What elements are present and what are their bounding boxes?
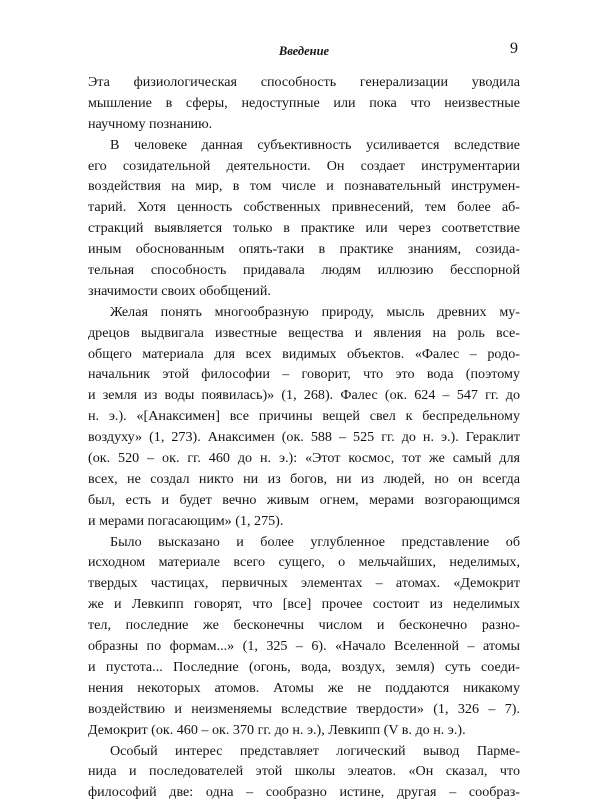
text-line: образны по формам...» (1, 325 – 6). «Начало Вселенной – атомы (88, 638, 520, 655)
text-line: Было высказано и более углубленное представление об (110, 533, 520, 550)
text-line: стракций выявляется только в практике или через соответствие (88, 220, 520, 237)
text-line: иным обоснованным опять-таки в практике знаниям, созида- (88, 241, 520, 258)
text-line: воздействия на мир, в том числе и познавательный инструмен- (88, 178, 520, 195)
text-line: философий две: одна – сообразно истине, другая – сообраз- (88, 784, 520, 801)
text-line: нения некоторых атомов. Атомы же не поддаются никакому (88, 679, 520, 696)
text-line: Эта физиологическая способность генерализации уводила (88, 74, 520, 90)
text-line: всех, не создал никто ни из богов, ни из людей, но он всегда (88, 470, 520, 487)
text-line: исходном материале всего сущего, о мельчайших, неделимых, (88, 554, 520, 571)
text-line: н. э.). «[Анаксимен] все причины вещей свел к беспредельному (88, 408, 520, 425)
text-line: начальник этой философии – говорит, что это вода (поэтому (88, 366, 520, 383)
body-text (88, 72, 520, 803)
text-line: Особый интерес представляет логический вывод Парме- (110, 742, 520, 759)
running-head (88, 40, 520, 62)
book-page (88, 40, 520, 803)
text-line: был, есть и будет вечно живым огнем, мерами возгорающимся (88, 491, 520, 508)
text-line: воздуху» (1, 273). Анаксимен (ок. 588 – 525 гг. до н. э.). Гераклит (88, 429, 520, 446)
text-line: научному познанию. (88, 115, 213, 132)
text-line: тел, последние же бесконечны числом и бесконечно разно- (88, 617, 520, 634)
text-line: значимости своих обобщений. (88, 282, 271, 299)
text-line: мышление в сферы, недоступные или пока что неизвестные (88, 94, 520, 111)
text-line: тельная способность придавала людям иллюзию бесспорной (88, 262, 520, 279)
text-line: его созидательной деятельности. Он создает инструментарии (88, 157, 520, 174)
text-line: и пустота... Последние (огонь, вода, воздух, земля) суть соеди- (88, 658, 520, 675)
text-line: и земля из воды появилась)» (1, 268). Фалес (ок. 624 – 547 гг. до (88, 387, 520, 404)
text-line: тарий. Хотя ценность собственных привнесений, тем более аб- (88, 199, 520, 216)
text-line: общего материала для всех видимых объектов. «Фалес – родо- (88, 345, 520, 362)
text-line: же и Левкипп говорят, что [все] прочее состоит из неделимых (88, 596, 520, 613)
text-line: Демокрит (ок. 460 – ок. 370 гг. до н. э.), Левкипп (V в. до н. э.). (88, 721, 466, 738)
text-line: В человеке данная субъективность усиливается вследствие (110, 136, 520, 153)
text-line: Желая понять многообразную природу, мысль древних му- (110, 303, 520, 320)
text-line: дрецов выдвигала известные вещества и явления на роль все- (88, 324, 520, 341)
section-title: Введение (278, 44, 330, 58)
text-line: и мерами погасающим» (1, 275). (88, 512, 284, 529)
text-line: (ок. 520 – ок. гг. 460 до н. э.): «Этот космос, тот же самый для (88, 450, 520, 467)
page-number: 9 (510, 40, 518, 57)
text-line: твердых частицах, первичных элементах – атомах. «Демокрит (88, 575, 520, 592)
text-line: нида и последователей этой школы элеатов. «Он сказал, что (88, 763, 520, 780)
text-line: воздействию и неизменяемы вследствие твердости» (1, 326 – 7). (88, 700, 520, 717)
